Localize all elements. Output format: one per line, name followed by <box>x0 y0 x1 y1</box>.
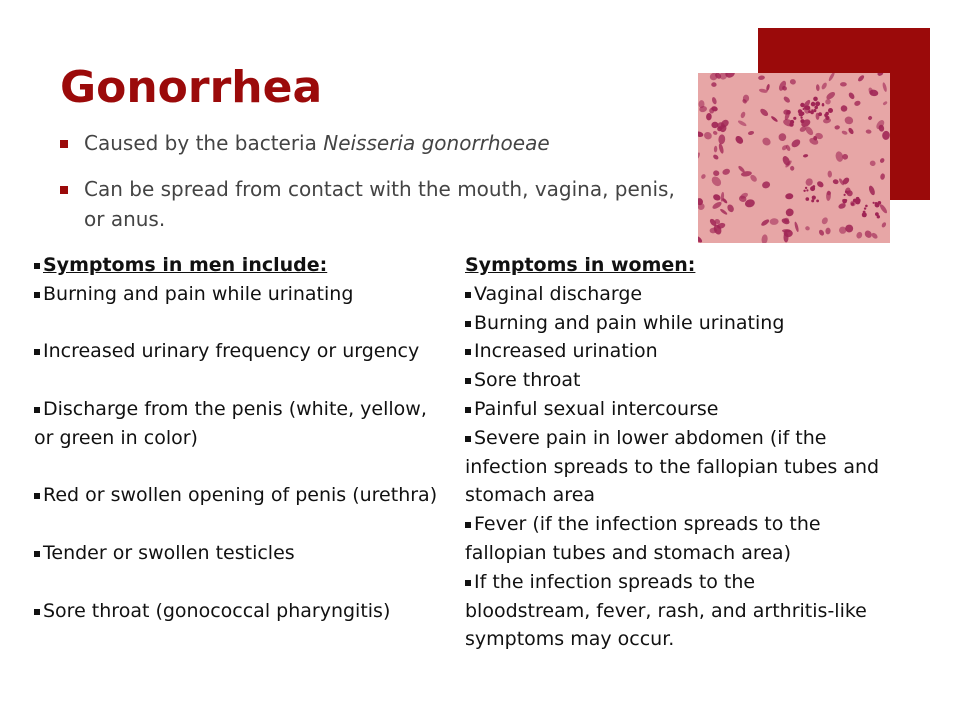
men-symptom <box>34 539 444 568</box>
men-symptom-text: Sore throat (gonococcal pharyngitis) <box>43 599 391 622</box>
bacteria-micrograph-image <box>698 73 890 243</box>
bullet-cause <box>60 128 700 158</box>
diplococci-cluster <box>822 104 825 107</box>
women-symptom-text: Sore throat <box>474 369 581 392</box>
spacer <box>34 309 444 338</box>
small-bullet-icon <box>465 407 471 413</box>
square-bullet-icon <box>60 140 68 148</box>
diplococci-cluster <box>803 108 805 110</box>
diplococci-cluster <box>808 110 811 113</box>
diplococci-cluster <box>801 112 805 116</box>
diplococci-cluster <box>789 122 793 126</box>
women-symptom-text: Painful sexual intercourse <box>474 397 719 420</box>
spacer <box>34 453 444 482</box>
micrograph-background <box>698 73 890 243</box>
men-symptom <box>34 597 444 626</box>
diplococci-cluster <box>804 106 808 110</box>
diplococci-cluster <box>814 106 818 110</box>
men-symptom-text: Increased urinary frequency or urgency <box>43 340 420 363</box>
diplococci-cluster <box>800 119 804 123</box>
small-bullet-icon <box>34 493 40 499</box>
women-symptom-text: If the infection spreads to the bloodstream, fever, rash, and arthritis-like symptoms may occur. <box>465 570 867 651</box>
men-symptom-text: Tender or swollen testicles <box>43 541 295 564</box>
diplococci-cluster <box>800 117 802 119</box>
spacer <box>34 510 444 539</box>
bullet-spread <box>60 174 700 234</box>
men-heading-row <box>34 251 444 280</box>
women-symptoms <box>465 251 885 654</box>
stained-cell <box>782 229 791 232</box>
diplococci-cluster <box>878 201 882 205</box>
diplococci-cluster <box>862 212 867 217</box>
women-heading-row <box>465 251 885 280</box>
diplococci-cluster <box>873 202 875 204</box>
women-symptom <box>465 280 885 309</box>
women-symptom <box>465 309 885 338</box>
small-bullet-icon <box>465 292 471 298</box>
diplococci-cluster <box>845 191 848 194</box>
diplococci-cluster <box>811 109 813 111</box>
women-symptom <box>465 424 885 510</box>
bullet-spread-text: Can be spread from contact with the mouth, vagina, penis, or anus. <box>84 177 675 231</box>
women-symptom-text: Burning and pain while urinating <box>474 311 785 334</box>
diplococci-cluster <box>816 200 819 203</box>
diplococci-cluster <box>825 116 829 120</box>
square-bullet-icon <box>60 186 68 194</box>
men-symptom-text: Discharge from the penis (white, yellow, or green in color) <box>34 397 427 449</box>
small-bullet-icon <box>465 436 471 442</box>
stained-cell <box>840 82 847 86</box>
diplococci-cluster <box>864 207 866 209</box>
diplococci-cluster <box>811 102 816 107</box>
diplococci-cluster <box>806 189 808 191</box>
diplococci-cluster <box>877 215 880 218</box>
diplococci-cluster <box>875 202 878 205</box>
women-symptom <box>465 337 885 366</box>
diplococci-cluster <box>855 199 860 204</box>
women-symptom <box>465 366 885 395</box>
men-symptom <box>34 395 444 453</box>
diplococci-cluster <box>825 112 829 116</box>
small-bullet-icon <box>34 263 40 269</box>
diplococci-cluster <box>842 199 847 204</box>
diplococci-cluster <box>818 112 822 116</box>
diplococci-cluster <box>805 187 807 189</box>
intro-bullets <box>60 128 700 250</box>
women-symptom <box>465 568 885 654</box>
diplococci-cluster <box>828 108 833 113</box>
small-bullet-icon <box>465 378 471 384</box>
bullet-cause-text: Caused by the bacteria <box>84 131 324 155</box>
men-symptom <box>34 280 444 309</box>
diplococci-cluster <box>793 117 796 120</box>
men-heading: Symptoms in men include: <box>43 254 328 276</box>
diplococci-cluster <box>844 194 846 196</box>
slide-title: Gonorrhea <box>60 62 323 113</box>
men-symptom <box>34 481 444 510</box>
women-symptom <box>465 395 885 424</box>
diplococci-cluster <box>786 110 791 115</box>
women-symptom-text: Fever (if the infection spreads to the fallopian tubes and stomach area) <box>465 513 821 564</box>
men-symptom <box>34 337 444 366</box>
men-symptoms <box>34 251 444 625</box>
small-bullet-icon <box>34 407 40 413</box>
diplococci-cluster <box>811 199 814 202</box>
diplococci-cluster <box>816 103 819 106</box>
women-symptom-text: Increased urination <box>474 340 658 363</box>
diplococci-cluster <box>803 190 805 192</box>
diplococci-cluster <box>800 103 804 107</box>
diplococci-cluster <box>865 205 868 208</box>
small-bullet-icon <box>465 349 471 355</box>
women-symptom-text: Severe pain in lower abdomen (if the infection spreads to the fallopian tubes and stomach area <box>465 426 880 507</box>
small-bullet-icon <box>34 292 40 298</box>
bacteria-micrograph-icon <box>698 73 890 243</box>
diplococci-cluster <box>810 186 815 191</box>
women-heading: Symptoms in women: <box>465 254 696 276</box>
men-symptom-text: Burning and pain while urinating <box>43 282 354 305</box>
small-bullet-icon <box>465 580 471 586</box>
women-symptom <box>465 510 885 568</box>
women-symptom-text: Vaginal discharge <box>474 282 643 305</box>
diplococci-cluster <box>851 202 854 205</box>
small-bullet-icon <box>34 349 40 355</box>
bacteria-name: Neisseria gonorrhoeae <box>323 131 550 155</box>
diplococci-cluster <box>806 197 810 201</box>
small-bullet-icon <box>34 609 40 615</box>
small-bullet-icon <box>34 551 40 557</box>
diplococci-cluster <box>812 196 816 200</box>
diplococci-cluster <box>813 97 818 102</box>
small-bullet-icon <box>465 321 471 327</box>
small-bullet-icon <box>465 522 471 528</box>
spacer <box>34 366 444 395</box>
men-symptom-text: Red or swollen opening of penis (urethra) <box>43 484 438 507</box>
spacer <box>34 568 444 597</box>
